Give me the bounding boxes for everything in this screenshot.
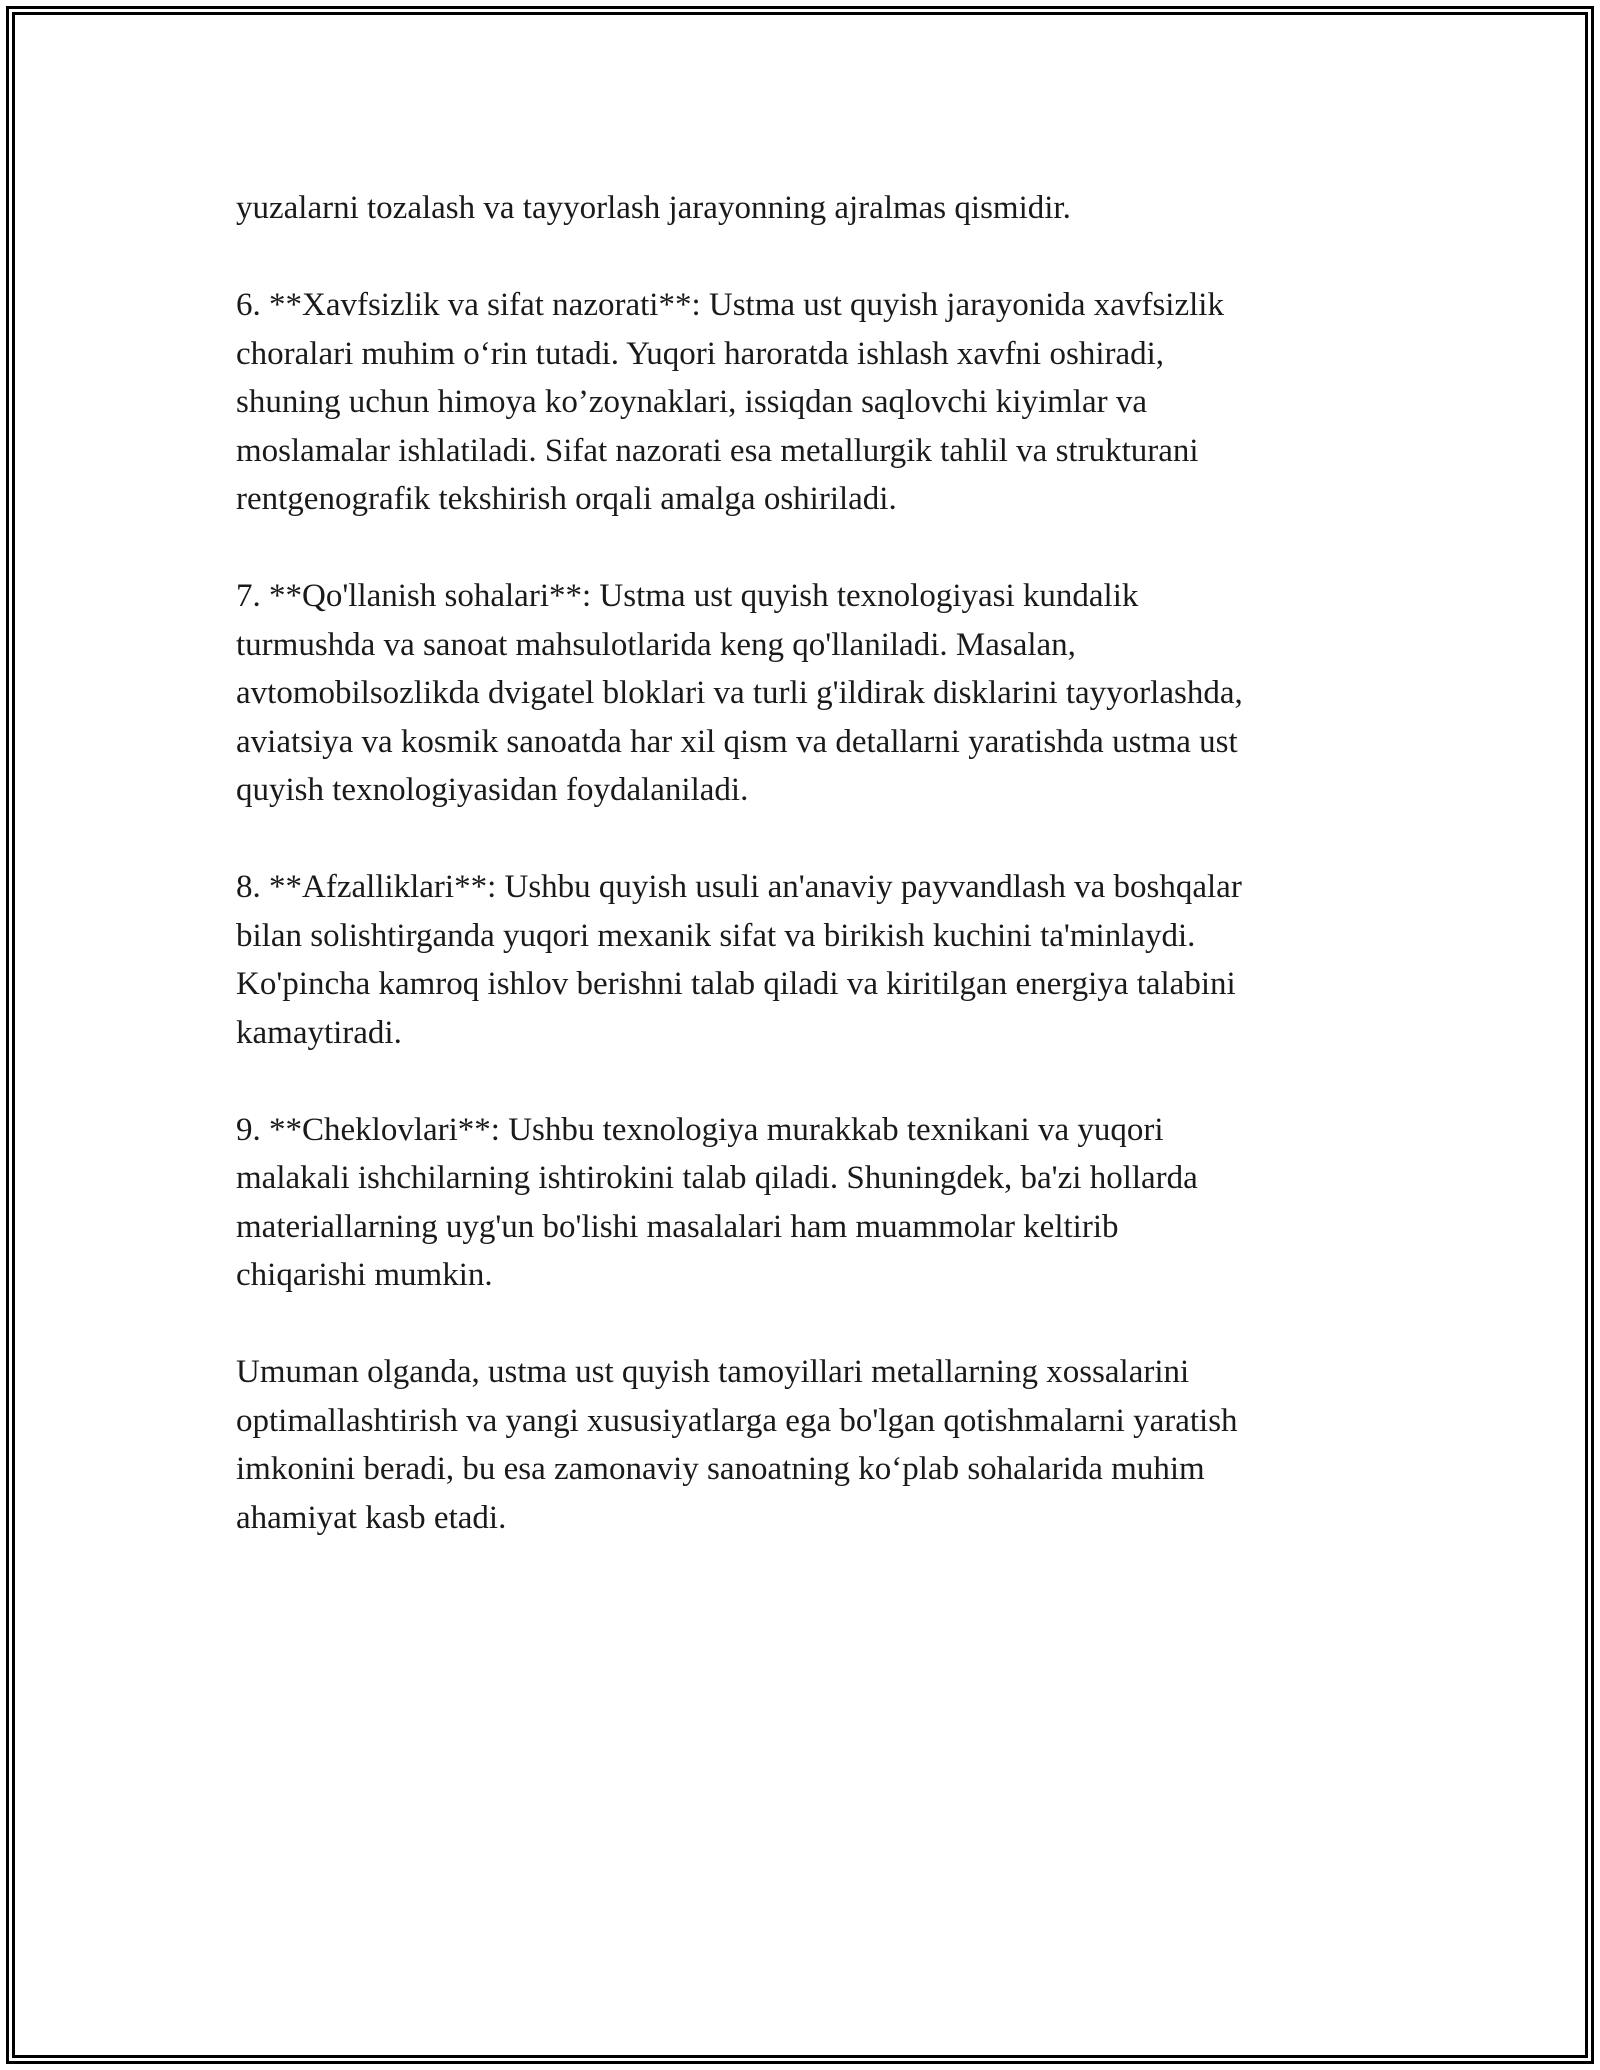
paragraph-item-6-safety-quality: 6. **Xavfsizlik va sifat nazorati**: Ustma ust quyish jarayonida xavfsizlik choralari muhim o‘rin tutadi. Yuqori haroratda ishlash xavfni oshiradi, shuning uchun himoya ko’zoynaklari, issiqdan saqlovchi kiyimlar va moslamalar ishlatiladi. Sifat nazorati esa metallurgik tahlil va strukturani rentgenografik tekshirish orqali amalga oshiriladi.: [236, 287, 1224, 517]
paragraph-continuation: yuzalarni tozalash va tayyorlash jarayonning ajralmas qismidir.: [236, 190, 1071, 226]
document-body: [236, 184, 1386, 1591]
paragraph-item-8-advantages: 8. **Afzalliklari**: Ushbu quyish usuli an'anaviy payvandlash va boshqalar bilan solishtirganda yuqori mexanik sifat va birikish kuchini ta'minlaydi. Ko'pincha kamroq ishlov berishni talab qiladi va kiritilgan energiya talabini kamaytiradi.: [236, 869, 1242, 1051]
paragraph-item-9-limitations: 9. **Cheklovlari**: Ushbu texnologiya murakkab texnikani va yuqori malakali ishchilarning ishtirokini talab qiladi. Shuningdek, ba'zi hollarda materiallarning uyg'un bo'lishi masalalari ham muammolar keltirib chiqarishi mumkin.: [236, 1111, 1198, 1293]
paragraph-item-7-applications: 7. **Qo'llanish sohalari**: Ustma ust quyish texnologiyasi kundalik turmushda va sanoat mahsulotlarida keng qo'llaniladi. Masalan, avtomobilsozlikda dvigatel bloklari va turli g'ildirak disklarini tayyorlashda, aviatsiya va kosmik sanoatda har xil qism va detallarni yaratishda ustma ust quyish texnologiyasidan foydalaniladi.: [236, 578, 1243, 808]
paragraph-conclusion: Umuman olganda, ustma ust quyish tamoyillari metallarning xossalarini optimallashtirish va yangi xususiyatlarga ega bo'lgan qotishmalarni yaratish imkonini beradi, bu esa zamonaviy sanoatning ko‘plab sohalarida muhim ahamiyat kasb etadi.: [236, 1354, 1238, 1536]
